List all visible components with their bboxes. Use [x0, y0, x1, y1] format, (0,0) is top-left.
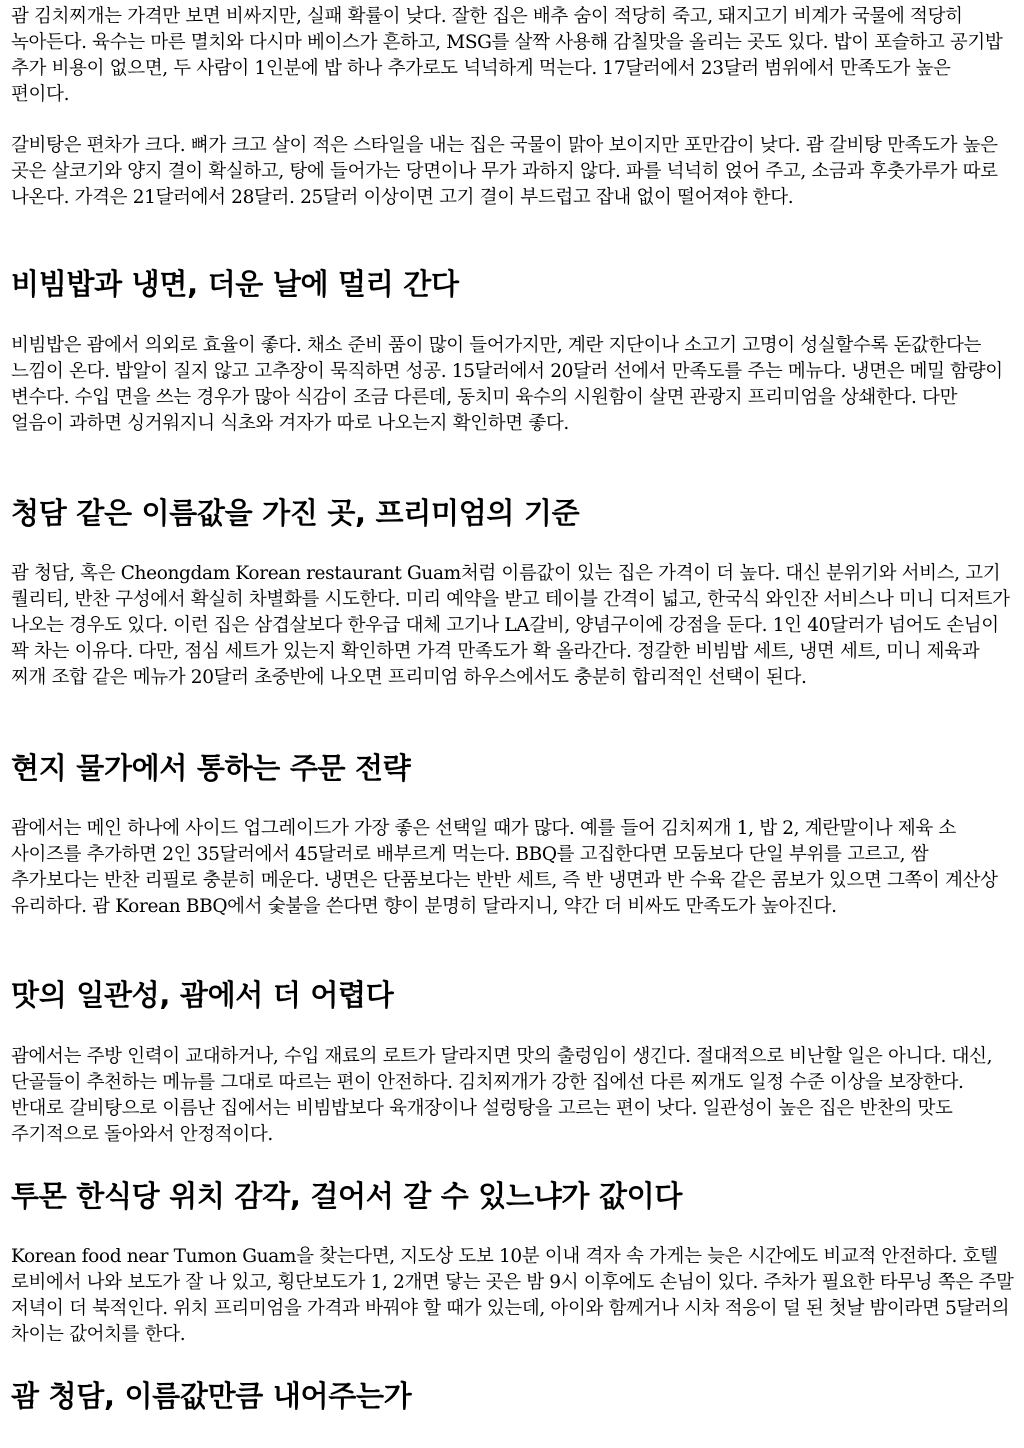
heading-tumon-location: 투몬 한식당 위치 감각, 걸어서 갈 수 있느냐가 값이다 [11, 1179, 683, 1213]
paragraph-tumon-location: Korean food near Tumon Guam을 찾는다면, 지도상 도보 10분 이내 격자 속 가게는 늦은 시간에도 비교적 안전하다. 호텔 로비에서 나와 보도가 잘 나 있고, 횡단보도가 1, 2개면 닿는 곳은 밤 9시 이후에도 손님이 있다. 주차가 필요한 타무닝 쪽은 주말 저녁이 더 북적인다. 위치 프리미엄을 가격과 바꿔야 할 때가 있는데, 아이와 함께거나 시차 적응이 덜 된 첫날 밤이라면 5달러의 차이는 값어치를 한다. [11, 1246, 1014, 1345]
heading-premium-standard: 청담 같은 이름값을 가진 곳, 프리미엄의 기준 [11, 496, 580, 530]
heading-bibimbap-naengmyeon: 비빔밥과 냉면, 더운 날에 멀리 간다 [11, 267, 459, 301]
paragraph-galbitang: 갈비탕은 편차가 크다. 뼈가 크고 살이 적은 스타일을 내는 집은 국물이 맑아 보이지만 포만감이 낮다. 괌 갈비탕 만족도가 높은 곳은 살코기와 양지 결이 확실하고, 탕에 들어가는 당면이나 무가 과하지 않다. 파를 넉넉히 얹어 주고, 소금과 후춧가루가 따로 나온다. 가격은 21달러에서 28달러. 25달러 이상이면 고기 결이 부드럽고 잡내 없이 떨어져야 한다. [11, 135, 998, 208]
heading-ordering-strategy: 현지 물가에서 통하는 주문 전략 [11, 751, 411, 785]
paragraph-ordering-strategy: 괌에서는 메인 하나에 사이드 업그레이드가 가장 좋은 선택일 때가 많다. 예를 들어 김치찌개 1, 밥 2, 계란말이나 제육 소 사이즈를 추가하면 2인 35달러에서 45달러로 배부르게 먹는다. BBQ를 고집한다면 모둠보다 단일 부위를 고르고, 쌈 추가보다는 반찬 리필로 충분히 메운다. 냉면은 단품보다는 반반 세트, 즉 반 냉면과 반 수육 같은 콤보가 있으면 그쪽이 계산상 유리하다. 괌 Korean BBQ에서 숯불을 쓴다면 향이 분명히 달라지니, 약간 더 비싸도 만족도가 높아진다. [11, 818, 998, 917]
paragraph-cheongdam-premium: 괌 청담, 혹은 Cheongdam Korean restaurant Guam처럼 이름값이 있는 집은 가격이 더 높다. 대신 분위기와 서비스, 고기 퀄리티, 반찬 구성에서 확실히 차별화를 시도한다. 미리 예약을 받고 테이블 간격이 넓고, 한국식 와인잔 서비스나 미니 디저트가 나오는 경우도 있다. 이런 집은 삼겹살보다 한우급 대체 고기나 LA갈비, 양념구이에 강점을 둔다. 1인 40달러가 넘어도 손님이 꽉 차는 이유다. 다만, 점심 세트가 있는지 확인하면 가격 만족도가 확 올라간다. 정갈한 비빔밥 세트, 냉면 세트, 미니 제육과 찌개 조합 같은 메뉴가 20달러 초중반에 나오면 프리미엄 하우스에서도 충분히 합리적인 선택이 된다. [11, 563, 1010, 688]
heading-taste-consistency: 맛의 일관성, 괌에서 더 어렵다 [11, 978, 394, 1012]
paragraph-taste-consistency: 괌에서는 주방 인력이 교대하거나, 수입 재료의 로트가 달라지면 맛의 출렁임이 생긴다. 절대적으로 비난할 일은 아니다. 대신, 단골들이 추천하는 메뉴를 그대로 따르는 편이 안전하다. 김치찌개가 강한 집에선 다른 찌개도 일정 수준 이상을 보장한다. 반대로 갈비탕으로 이름난 집에서는 비빔밥보다 육개장이나 설렁탕을 고르는 편이 낫다. 일관성이 높은 집은 반찬의 맛도 주기적으로 돌아와서 안정적이다. [11, 1046, 993, 1145]
paragraph-kimchi-jjigae: 괌 김치찌개는 가격만 보면 비싸지만, 실패 확률이 낮다. 잘한 집은 배추 숨이 적당히 죽고, 돼지고기 비계가 국물에 적당히 녹아든다. 육수는 마른 멸치와 다시마 베이스가 흔하고, MSG를 살짝 사용해 감칠맛을 올리는 곳도 있다. 밥이 포슬하고 공기밥 추가 비용이 없으면, 두 사람이 1인분에 밥 하나 추가로도 넉넉하게 먹는다. 17달러에서 23달러 범위에서 만족도가 높은 편이다. [11, 6, 1003, 105]
heading-cheongdam-value: 괌 청담, 이름값만큼 내어주는가 [11, 1379, 412, 1413]
paragraph-bibimbap-naengmyeon: 비빔밥은 괌에서 의외로 효율이 좋다. 채소 준비 품이 많이 들어가지만, 계란 지단이나 소고기 고명이 성실할수록 돈값한다는 느낌이 온다. 밥알이 질지 않고 고추장이 묵직하면 성공. 15달러에서 20달러 선에서 만족도를 주는 메뉴다. 냉면은 메밀 함량이 변수다. 수입 면을 쓰는 경우가 많아 식감이 조금 다른데, 동치미 육수의 시원함이 살면 관광지 프리미엄을 상쇄한다. 다만 얼음이 과하면 싱거워지니 식초와 겨자가 따로 나오는지 확인하면 좋다. [11, 335, 1003, 434]
